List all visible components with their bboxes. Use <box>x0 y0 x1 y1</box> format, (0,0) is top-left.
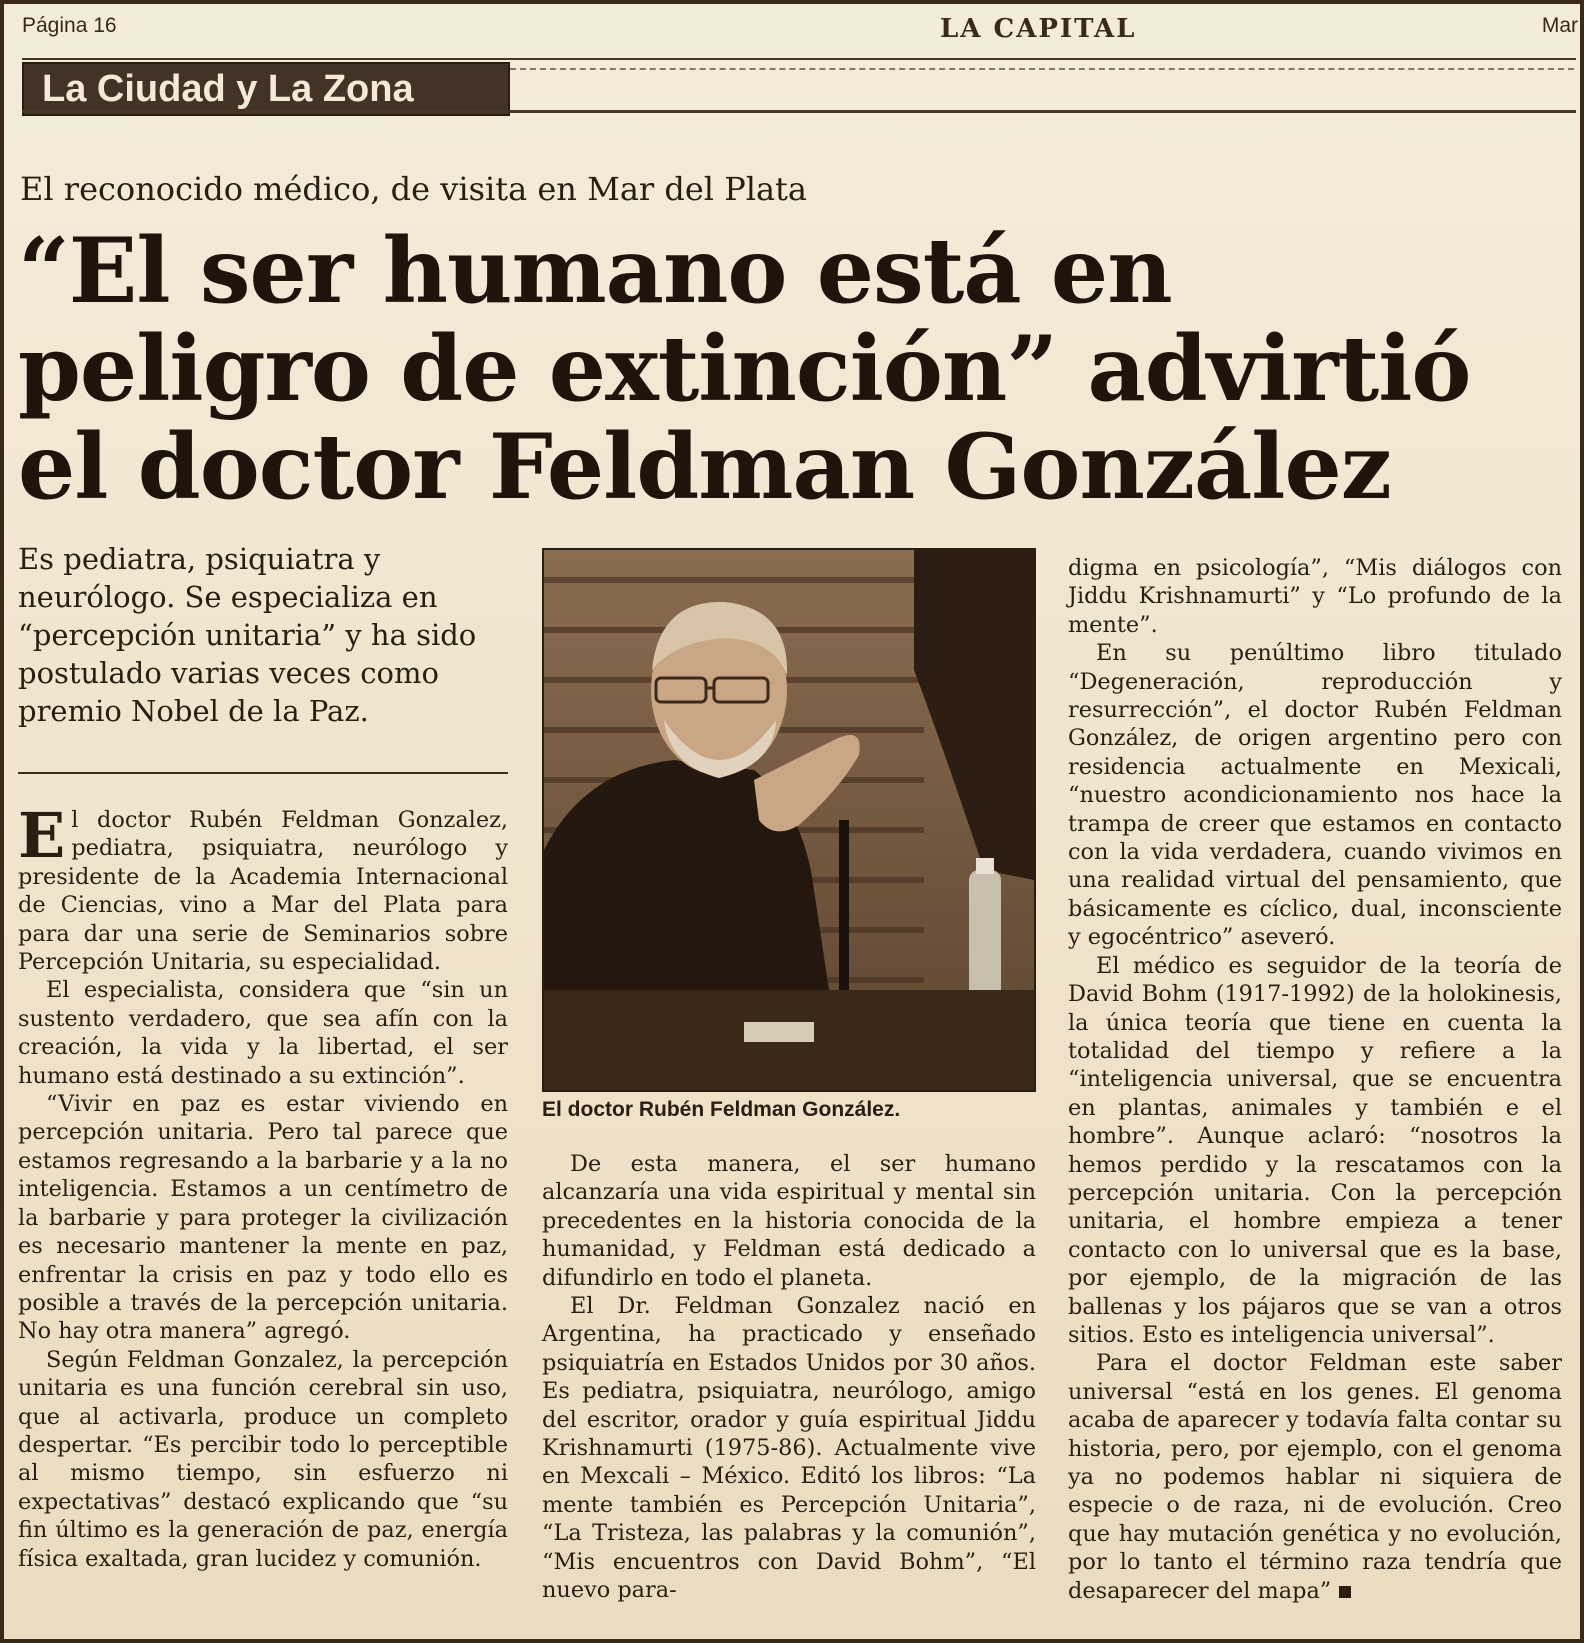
headline-line: el doctor Feldman González <box>18 414 1391 520</box>
headline-line: peligro de extinción” advirtió <box>18 316 1471 422</box>
date-fragment: Mar <box>1541 14 1578 37</box>
drop-cap: E <box>18 799 66 872</box>
paragraph: Para el doctor Feldman este saber universal “está en los genes. El genoma acaba de aparecer y todavía falta contar su historia, pero, por ejemplo, con el genoma ya no podemos hablar ni siquiera de especie o de raza, ni de evolución. Creo que hay mutación genética y no evolución, por lo tanto el término raza tendría que desaparecer del mapa” <box>1068 1350 1562 1604</box>
paragraph: El especialista, considera que “sin un sustento verdadero, que sea afín con la creación, la vida y la libertad, el ser humano está destinado a su extinción”. <box>18 977 508 1089</box>
page-number: Página 16 <box>22 14 117 37</box>
article-column-1 <box>18 799 508 1573</box>
masthead: LA CAPITAL <box>940 14 1137 44</box>
section-banner <box>22 62 510 116</box>
photo-caption: El doctor Rubén Feldman González. <box>542 1098 901 1121</box>
section-rule <box>22 110 1576 113</box>
article-subhead: Es pediatra, psiquiatra y neurólogo. Se especializa en “percepción unitaria” y ha sido postulado varias veces como premio Nobel de la Paz. <box>18 542 477 728</box>
paragraph: Según Feldman Gonzalez, la percepción unitaria es una función cerebral sin uso, que al activarla, produce un completo despertar. “Es percibir todo lo perceptible al mismo tiempo, sin esfuerzo ni expectativas” destacó explicando que “su fin último es la generación de paz, energía física exaltada, gran lucidez y comunión. <box>18 1346 508 1572</box>
paragraph: El médico es seguidor de la teoría de David Bohm (1917-1992) de la holokinesis, la única teoría que tiene en cuenta la totalidad del tiempo y refiere a la “inteligencia universal, que se encuentra en plantas, animales y también e el hombre”. Aunque aclaró: “nosotros la hemos perdido y la rescatamos con la percepción unitaria. Con la percepción unitaria, el hombre empieza a tener contacto con lo universal que es la base, por ejemplo, de la migración de las ballenas y los pájaros que se van a otros sitios. Esto es inteligencia universal”. <box>1068 952 1562 1348</box>
article-headline <box>18 218 1538 520</box>
article-column-2 <box>542 1150 1036 1605</box>
header-rule <box>22 58 1576 60</box>
article-kicker: El reconocido médico, de visita en Mar del Plata <box>20 170 807 208</box>
subhead-divider <box>18 772 508 774</box>
headline-line: “El ser humano está en <box>18 218 1172 324</box>
paragraph: El Dr. Feldman Gonzalez nació en Argentina, ha practicado y enseñado psiquiatría en Estados Unidos por 30 años. Es pediatra, psiquiatra, neurólogo, amigo del escritor, orador y guía espiritual Jiddu Krishnamurti (1975-86). Actualmente vive en Mexcali – México. Editó los libros: “La mente también es Percepción Unitaria”, “La Tristeza, las palabras y la comunión”, “Mis encuentros con David Bohm”, “El nuevo para- <box>542 1293 1036 1604</box>
paragraph: digma en psicología”, “Mis diálogos con Jiddu Krishnamurti” y “Lo profundo de la mente”. <box>1068 555 1562 638</box>
section-title: La Ciudad y La Zona <box>42 68 414 110</box>
paragraph: En su penúltimo libro titulado “Degeneración, reproducción y resurrección”, el doctor Rubén Feldman González, de origen argentino pero con residencia actualmente en Mexicali, “nuestro acondicionamiento nos hace la trampa de creer que estamos en contacto con la vida verdadera, cuando vivimos en una realidad virtual del pensamiento, que básicamente es cíclico, dual, inconsciente y egocéntrico” aseveró. <box>1068 640 1562 951</box>
article-column-3 <box>1068 554 1562 1605</box>
doctor-portrait-image <box>544 550 1034 1090</box>
section-dash-rule <box>510 68 1574 70</box>
paragraph: El doctor Rubén Feldman Gonzalez, pediatra, psiquiatra, neurólogo y presidente de la Academia Internacional de Ciencias, vino a Mar del Plata para para dar una serie de Seminarios sobre Percepción Unitaria, su especialidad. <box>18 799 508 976</box>
paragraph: “Vivir en paz es estar viviendo en percepción unitaria. Pero tal parece que estamos regresando a la barbarie y a la no inteligencia. Estamos a un centímetro de la barbarie y para proteger la civilización es necesario mantener la mente en paz, enfrentar la crisis en paz y todo ello es posible a través de la percepción unitaria. No hay otra manera” agregó. <box>18 1091 508 1345</box>
article-photo <box>542 548 1036 1092</box>
paragraph: De esta manera, el ser humano alcanzaría una vida espiritual y mental sin precedentes en la historia conocida de la humanidad, y Feldman está dedicado a difundirlo en todo el planeta. <box>542 1151 1036 1291</box>
end-mark-icon <box>1339 1586 1351 1598</box>
